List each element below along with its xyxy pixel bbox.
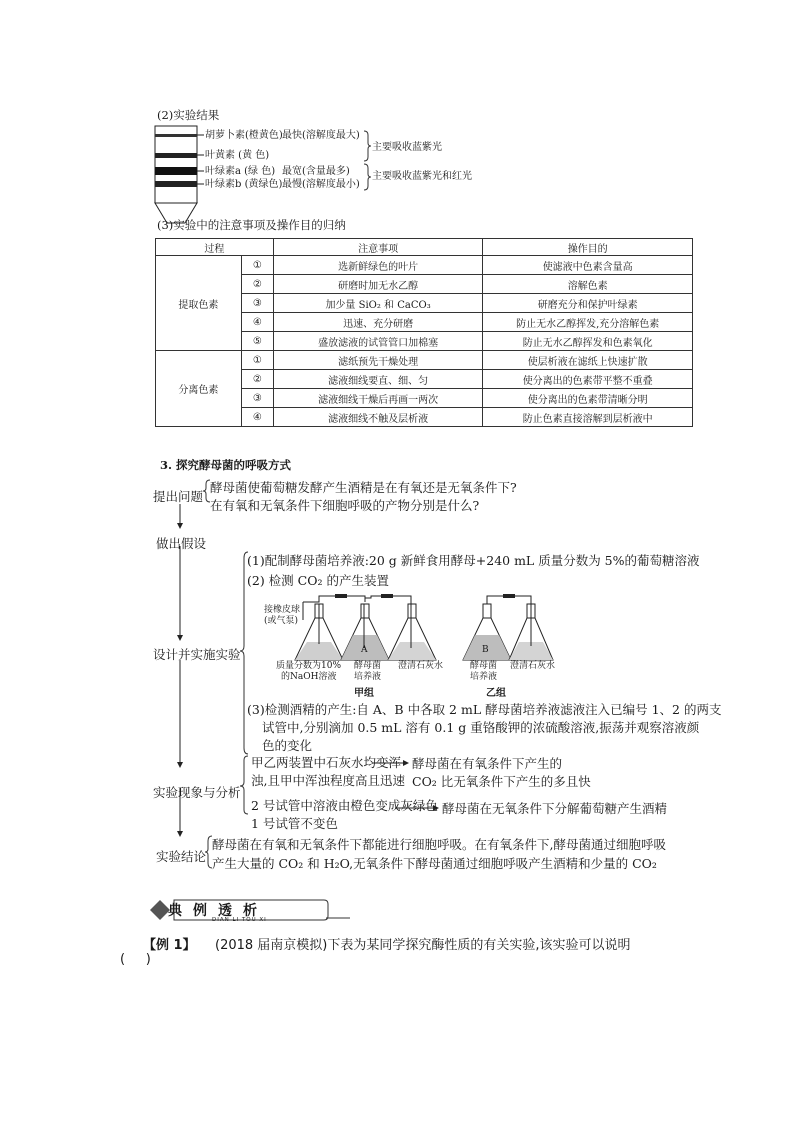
- row-purpose: 溶解色素: [483, 275, 693, 294]
- band-carotene: [155, 134, 197, 137]
- example-label: 【例 1】: [143, 938, 196, 953]
- absorption-group1: 主要吸收蓝紫光: [372, 142, 442, 153]
- band-note-chlorophyll-a: 最宽(含量最多): [282, 166, 350, 177]
- row-purpose: 使分离出的色素带平整不重叠: [483, 370, 693, 389]
- band-note-chlorophyll-b: 最慢(溶解度最小): [282, 179, 360, 190]
- mark-a: A: [361, 645, 368, 655]
- row-num: ①: [241, 256, 273, 275]
- step-phenomenon: 实验现象与分析: [153, 785, 241, 800]
- row-purpose: 使滤液中色素含量高: [483, 256, 693, 275]
- brace-group2: [364, 164, 371, 190]
- example-text: (2018 届南京模拟)下表为某同学探究酶性质的有关实验,该实验可以说明: [215, 938, 631, 953]
- exp-step3-line3: 色的变化: [262, 738, 313, 753]
- badge-char: 例: [193, 903, 207, 919]
- tube-1: [303, 596, 365, 602]
- notes-table: [155, 238, 693, 427]
- conclusion-line-2: 产生大量的 CO₂ 和 H₂O,无氧条件下酵母菌通过细胞呼吸产生酒精和少量的 CO₂: [212, 856, 657, 871]
- row-note: 滤液细线不触及层析液: [273, 408, 483, 427]
- header-notes: 注意事项: [273, 239, 483, 256]
- label-yeast-a-1: 酵母菌: [354, 661, 382, 671]
- brace-conclusion: [205, 836, 212, 868]
- badge-char: 典: [168, 903, 182, 919]
- filter-paper-strip: [155, 126, 197, 203]
- exp-step2: (2) 检测 CO₂ 的产生装置: [247, 573, 389, 588]
- row-num: ①: [241, 351, 273, 370]
- badge-diamond: [150, 900, 170, 920]
- row-note: 盛放滤液的试管管口加棉塞: [273, 332, 483, 351]
- section2-heading: (2)实验结果: [157, 108, 220, 122]
- badge-pinyin: DIAN LI TOU XI: [212, 917, 267, 923]
- phen-left-4: 1 号试管不变色: [251, 816, 338, 831]
- pump-label-1: 接橡皮球: [264, 605, 301, 615]
- row-num: ③: [241, 389, 273, 408]
- pump-label-2: (或气泵): [264, 616, 299, 626]
- flowchart-lines: [140, 470, 680, 880]
- clamp: [335, 594, 347, 598]
- label-naoh-1: 质量分数为10%: [276, 661, 342, 671]
- band-xanthophyll: [155, 153, 197, 158]
- band-chlorophyll-b: [155, 181, 197, 187]
- label-lime-1: 澄清石灰水: [398, 661, 444, 671]
- label-naoh-2: 的NaOH溶液: [281, 672, 337, 682]
- group-jia: 甲组: [354, 688, 374, 699]
- clamp: [381, 594, 393, 598]
- row-purpose: 防止无水乙醇挥发和色素氧化: [483, 332, 693, 351]
- row-num: ④: [241, 408, 273, 427]
- band-label-carotene: 胡萝卜素(橙黄色): [205, 130, 283, 141]
- row-purpose: 防止无水乙醇挥发,充分溶解色素: [483, 313, 693, 332]
- conclusion-line-1: 酵母菌在有氧和无氧条件下都能进行细胞呼吸。在有氧条件下,酵母菌通过细胞呼吸: [212, 837, 666, 852]
- label-yeast-b-1: 酵母菌: [470, 661, 498, 671]
- row-num: ④: [241, 313, 273, 332]
- step-conclusion: 实验结论: [156, 849, 207, 864]
- phen-left-2: 浊,且甲中浑浊程度高且迅速: [251, 773, 405, 788]
- yeast-heading: 3. 探究酵母菌的呼吸方式: [160, 458, 292, 472]
- section3-heading: (3)实验中的注意事项及操作目的归纳: [157, 218, 346, 232]
- label-yeast-a-2: 培养液: [354, 672, 382, 682]
- row-note: 研磨时加无水乙醇: [273, 275, 483, 294]
- table-row: [156, 256, 693, 275]
- row-note: 迅速、充分研磨: [273, 313, 483, 332]
- header-process: 过程: [156, 239, 274, 256]
- row-note: 滤纸预先干燥处理: [273, 351, 483, 370]
- row-purpose: 防止色素直接溶解到层析液中: [483, 408, 693, 427]
- band-note-carotene: 最快(溶解度最大): [282, 130, 360, 141]
- row-num: ②: [241, 275, 273, 294]
- mark-b: B: [482, 645, 489, 655]
- row-purpose: 使层析液在滤纸上快速扩散: [483, 351, 693, 370]
- clamp: [503, 594, 515, 598]
- brace-question: [203, 480, 210, 502]
- band-label-xanthophyll: 叶黄素 (黄 色): [205, 150, 270, 161]
- exp-step3-line2: 试管中,分别滴加 0.5 mL 溶有 0.1 g 重铬酸钾的浓硫酸溶液,振荡并观察溶液颜: [262, 720, 700, 735]
- group-extract: 提取色素: [156, 256, 242, 351]
- table-row: [156, 351, 693, 370]
- band-label-chlorophyll-a: 叶绿素a (绿 色): [205, 166, 276, 177]
- band-label-chlorophyll-b: 叶绿素b (黄绿色): [205, 179, 283, 190]
- phen-left-1: 甲乙两装置中石灰水均变浑: [251, 755, 402, 770]
- step-experiment: 设计并实施实验: [153, 647, 241, 662]
- phen-right-2: CO₂ 比无氧条件下产生的多且快: [412, 774, 591, 789]
- question-1: 酵母菌使葡萄糖发酵产生酒精是在有氧还是无氧条件下?: [210, 480, 517, 495]
- row-num: ②: [241, 370, 273, 389]
- absorption-group2: 主要吸收蓝紫光和红光: [372, 171, 472, 182]
- row-purpose: 使分离出的色素带清晰分明: [483, 389, 693, 408]
- exp-step3-line1: (3)检测酒精的产生:自 A、B 中各取 2 mL 酵母菌培养液滤液注入已编号 1、2 的两支: [247, 702, 722, 717]
- badge-char: 透: [218, 903, 232, 919]
- flask-lime-1: [388, 604, 436, 660]
- exp-step1: (1)配制酵母菌培养液:20 g 新鲜食用酵母+240 mL 质量分数为 5%的葡萄糖溶液: [247, 553, 700, 568]
- group-yi: 乙组: [486, 688, 506, 699]
- label-yeast-b-2: 培养液: [470, 672, 498, 682]
- row-note: 滤液细线干燥后再画一两次: [273, 389, 483, 408]
- group-separate: 分离色素: [156, 351, 242, 427]
- row-num: ③: [241, 294, 273, 313]
- row-note: 选新鲜绿色的叶片: [273, 256, 483, 275]
- row-note: 加少量 SiO₂ 和 CaCO₃: [273, 294, 483, 313]
- phen-right-1: 酵母菌在有氧条件下产生的: [412, 756, 563, 771]
- badge-char: 析: [243, 903, 257, 919]
- phen-left-3: 2 号试管中溶液由橙色变成灰绿色: [251, 798, 438, 813]
- phen-right-3: 酵母菌在无氧条件下分解葡萄糖产生酒精: [442, 801, 668, 816]
- header-purpose: 操作目的: [483, 239, 693, 256]
- question-2: 在有氧和无氧条件下细胞呼吸的产物分别是什么?: [210, 498, 480, 513]
- label-lime-2: 澄清石灰水: [510, 661, 556, 671]
- apparatus-diagram: [255, 590, 555, 665]
- row-purpose: 研磨充分和保护叶绿素: [483, 294, 693, 313]
- row-note: 滤液细线要直、细、匀: [273, 370, 483, 389]
- step-hypothesis: 做出假设: [156, 536, 207, 551]
- step-question: 提出问题: [153, 489, 204, 504]
- row-num: ⑤: [241, 332, 273, 351]
- band-chlorophyll-a: [155, 167, 197, 175]
- brace-phenomenon: [240, 756, 248, 814]
- example-answer-paren: ( ): [120, 952, 151, 967]
- table-header-row: [156, 239, 693, 256]
- brace-group1: [364, 131, 371, 161]
